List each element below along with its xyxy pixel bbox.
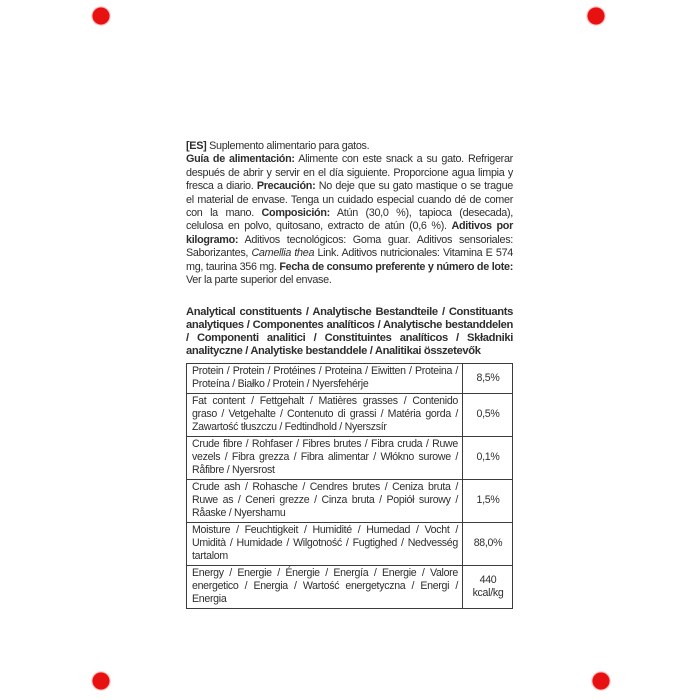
constituent-name: Protein / Protein / Protéines / Proteina / Eiwitten / Proteina / Proteína / Białko / Protein / Nyersfehérje (187, 364, 463, 394)
red-registration-dot-top-left (93, 8, 110, 25)
best-before-body: Ver la parte superior del envase. (186, 274, 332, 287)
additives-label: Aditivos por kilogramo: (186, 220, 513, 246)
caution-label: Precaución: (256, 180, 316, 193)
product-label (186, 140, 513, 609)
additives-body: Aditivos tecnológicos: Goma guar. Aditivos sensoriales: Saborizantes, (186, 233, 513, 260)
language-tag: [ES] (186, 140, 207, 152)
best-before-label: Fecha de consumo preferente y número de lote: (279, 260, 513, 273)
constituent-value: 1,5% (463, 480, 513, 523)
constituent-name: Energy / Energie / Énergie / Energía / Energie / Valore energetico / Energia / Wartość energetyczna / Energi / Energia (187, 566, 463, 609)
nutritional-additives-body: Link. Aditivos nutricionales: Vitamina E 574 mg, taurina 356 mg. (186, 247, 513, 273)
caution-body: No deje que su gato mastique o se trague el material de envase. Tenga un cuidado especial cuando dé de comer con la mano. (186, 180, 513, 220)
constituent-value: 0,1% (463, 437, 513, 480)
feeding-guide-text (186, 140, 513, 287)
red-registration-dot-bottom-right (593, 673, 610, 690)
species-name: Camellia thea (251, 247, 315, 260)
composition-label: Composición: (261, 207, 330, 220)
table-row-fat (187, 394, 513, 437)
constituent-name: Moisture / Feuchtigkeit / Humidité / Humedad / Vocht / Umidità / Humidade / Wilgotność / Fugtighed / Nedvesség tartalom (187, 523, 463, 566)
red-registration-dot-bottom-left (93, 673, 110, 690)
constituents-heading: Analytical constituents / Analytische Bestandteile / Constituants analytiques / Componentes analíticos / Analytische bestanddelen / Componenti analitici / Constituintes analíticos / Składniki analityczne / Analytiske bestanddele / Analitikai összetevők (186, 306, 513, 358)
constituent-value: 440 kcal/kg (463, 566, 513, 609)
composition-body: Atún (30,0 %), tapioca (desecada), celulosa en polvo, quitosano, extracto de atún (0,6 %). (186, 207, 514, 233)
constituent-name: Fat content / Fettgehalt / Matières grasses / Contenido graso / Vetgehalte / Contenuto di grassi / Matéria gorda / Zawartość tłuszczu / Fedtindhold / Nyerszsír (187, 394, 463, 437)
feeding-guide-body: Alimente con este snack a su gato. Refrigerar después de abrir y servir en el día siguiente. Proporcione agua limpia y fresca a diario. (186, 153, 513, 193)
feeding-guide-label: Guía de alimentación: (186, 153, 295, 166)
constituent-value: 8,5% (463, 364, 513, 394)
table-row-crude-ash (187, 480, 513, 523)
table-row-protein (187, 364, 513, 394)
table-row-energy (187, 566, 513, 609)
product-description: Suplemento alimentario para gatos. (206, 140, 370, 152)
constituent-name: Crude ash / Rohasche / Cendres brutes / Ceniza bruta / Ruwe as / Ceneri grezze / Cinza bruta / Popiół surowy / Råaske / Nyershamu (187, 480, 463, 523)
table-row-crude-fibre (187, 437, 513, 480)
analytical-constituents-table (186, 363, 513, 609)
constituent-value: 88,0% (463, 523, 513, 566)
red-registration-dot-top-right (588, 8, 605, 25)
table-row-moisture (187, 523, 513, 566)
constituent-value: 0,5% (463, 394, 513, 437)
constituent-name: Crude fibre / Rohfaser / Fibres brutes / Fibra cruda / Ruwe vezels / Fibra grezza / Fibra alimentar / Włókno surowe / Råfibre / Nyersrost (187, 437, 463, 480)
